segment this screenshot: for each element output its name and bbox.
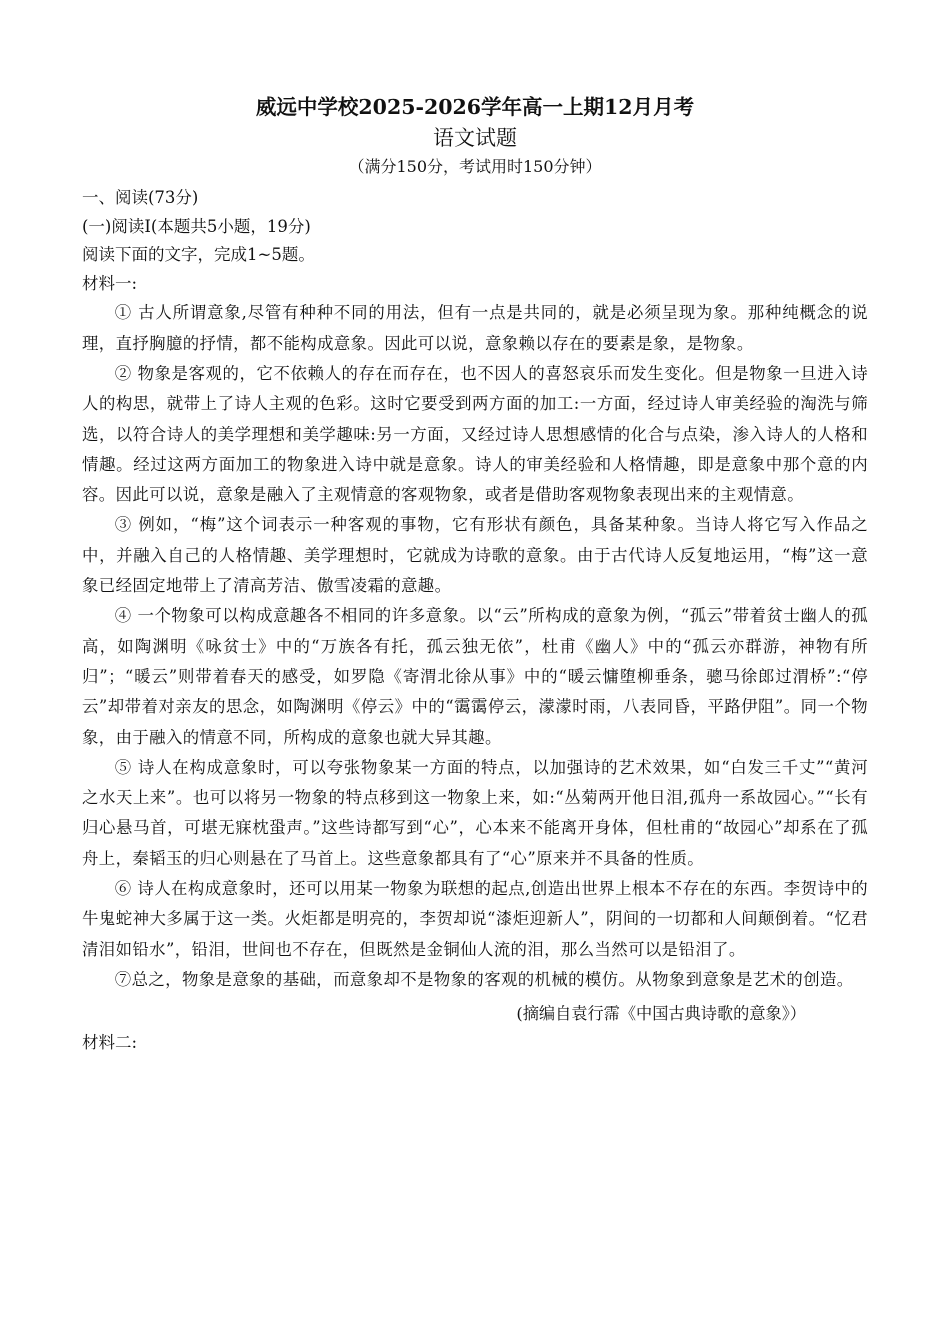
- paragraph-6: ⑥ 诗人在构成意象时，还可以用某一物象为联想的起点,创造出世界上根本不存在的东西。李贺诗中的牛鬼蛇神大多属于这一类。火炬都是明亮的，李贺却说“漆炬迎新人”，阴间的一切都和人间颠倒着。“忆君清泪如铅水”，铅泪，世间也不存在，但既然是金铜仙人流的泪，那么当然可以是铅泪了。: [82, 879, 868, 959]
- exam-page: [82, 92, 868, 1058]
- exam-score-note: （满分150分，考试用时150分钟）: [348, 157, 602, 176]
- material-one-label: 材料一:: [82, 273, 138, 293]
- paragraph-7: ⑦总之，物象是意象的基础，而意象却不是物象的客观的机械的模仿。从物象到意象是艺术的创造。: [114, 969, 854, 989]
- material-two-label: 材料二:: [82, 1033, 138, 1053]
- paragraph-4: ④ 一个物象可以构成意趣各不相同的许多意象。以“云”所构成的意象为例，“孤云”带着贫士幽人的孤高，如陶渊明《咏贫士》中的“万族各有托，孤云独无依”，杜甫《幽人》中的“孤云亦群游，神物有所归”；“暖云”则带着春天的感受，如罗隐《寄渭北徐从事》中的“暖云慵堕柳垂条，骢马徐郎过渭桥”:“停云”却带着对亲友的思念，如陶渊明《停云》中的“霭霭停云，濛濛时雨，八表同昏，平路伊阻”。同一个物象，由于融入的情意不同，所构成的意象也就大异其趣。: [82, 606, 868, 747]
- exam-subtitle: 语文试题: [433, 126, 517, 150]
- paragraph-1: ① 古人所谓意象,尽管有种种不同的用法，但有一点是共同的，就是必须呈现为象。那种纯概念的说理，直抒胸臆的抒情，都不能构成意象。因此可以说，意象赖以存在的要素是象，是物象。: [82, 303, 868, 353]
- sub-section-heading: (一)阅读I(本题共5小题，19分): [82, 216, 311, 236]
- source-citation: (摘编自袁行霈《中国古典诗歌的意象》）: [516, 1004, 806, 1024]
- exam-title: 威远中学校2025-2026学年高一上期12月月考: [255, 95, 695, 119]
- paragraph-2: ② 物象是客观的，它不依赖人的存在而存在，也不因人的喜怒哀乐而发生变化。但是物象一旦进入诗人的构思，就带上了诗人主观的色彩。这时它要受到两方面的加工:一方面，经过诗人审美经验的淘洗与筛选，以符合诗人的美学理想和美学趣味:另一方面，又经过诗人思想感情的化合与点染，渗入诗人的人格和情趣。经过这两方面加工的物象进入诗中就是意象。诗人的审美经验和人格情趣，即是意象中那个意的内容。因此可以说，意象是融入了主观情意的客观物象，或者是借助客观物象表现出来的主观情意。: [82, 363, 868, 505]
- section-heading: 一、阅读(73分): [82, 188, 199, 207]
- paragraph-3: ③ 例如，“梅”这个词表示一种客观的事物，它有形状有颜色，具备某种象。当诗人将它写入作品之中，并融入自己的人格情趣、美学理想时，它就成为诗歌的意象。由于古代诗人反复地运用，“梅”这一意象已经固定地带上了清高芳洁、傲雪凌霜的意趣。: [82, 515, 868, 596]
- reading-instruction: 阅读下面的文字，完成1~5题。: [82, 245, 315, 265]
- paragraph-5: ⑤ 诗人在构成意象时，可以夸张物象某一方面的特点，以加强诗的艺术效果，如“白发三千丈”“黄河之水天上来”。也可以将另一物象的特点移到这一物象上来，如:“丛菊两开他日泪,孤舟一系故园心。”“长有归心悬马首，可堪无寐枕蛩声。”这些诗都写到“心”，心本来不能离开身体，但杜甫的“故园心”却系在了孤舟上，秦韬玉的归心则悬在了马首上。这些意象都具有了“心”原来并不具备的性质。: [82, 757, 868, 868]
